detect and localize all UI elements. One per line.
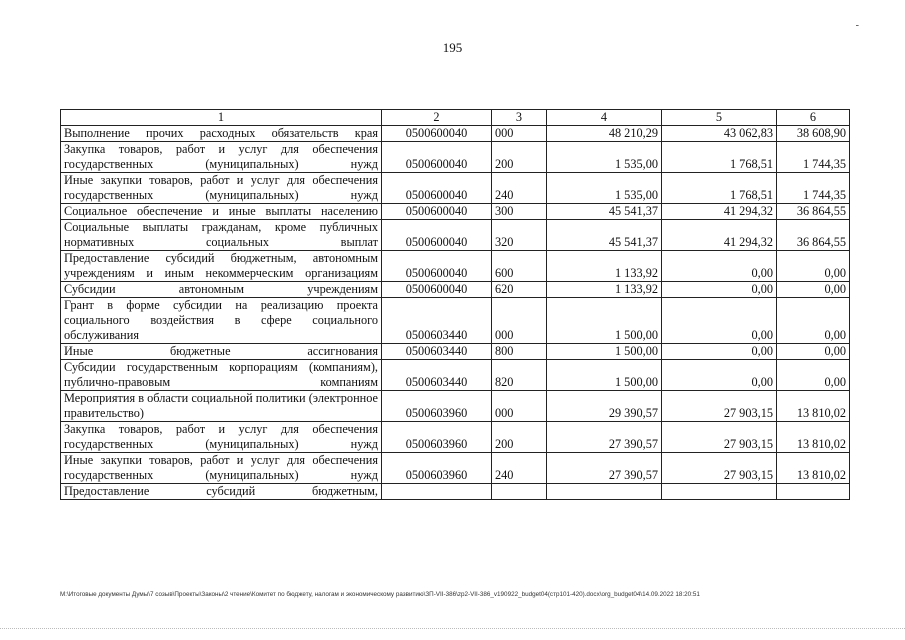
table-row bbox=[61, 298, 850, 344]
column-header: 1 bbox=[61, 110, 382, 126]
row-kind: 800 bbox=[492, 344, 547, 360]
row-kind: 620 bbox=[492, 282, 547, 298]
table-row bbox=[61, 126, 850, 142]
row-name: Иные бюджетные ассигнования bbox=[61, 344, 382, 360]
table-row bbox=[61, 360, 850, 391]
row-name: Социальные выплаты гражданам, кроме публичных нормативных социальных выплат bbox=[61, 220, 382, 251]
row-value-6: 0,00 bbox=[777, 282, 850, 298]
row-kind: 240 bbox=[492, 453, 547, 484]
row-kind: 000 bbox=[492, 391, 547, 422]
row-value-6: 1 744,35 bbox=[777, 173, 850, 204]
row-value-6: 38 608,90 bbox=[777, 126, 850, 142]
column-header: 2 bbox=[382, 110, 492, 126]
row-code: 0500600040 bbox=[382, 142, 492, 173]
row-kind: 000 bbox=[492, 126, 547, 142]
table-row bbox=[61, 422, 850, 453]
row-value-5: 0,00 bbox=[662, 360, 777, 391]
row-value-6 bbox=[777, 484, 850, 500]
row-name: Выполнение прочих расходных обязательств края bbox=[61, 126, 382, 142]
row-name: Социальное обеспечение и иные выплаты населению bbox=[61, 204, 382, 220]
row-value-4: 27 390,57 bbox=[547, 422, 662, 453]
row-value-6: 13 810,02 bbox=[777, 453, 850, 484]
row-kind: 240 bbox=[492, 173, 547, 204]
row-value-5: 0,00 bbox=[662, 298, 777, 344]
row-value-5: 27 903,15 bbox=[662, 391, 777, 422]
row-code: 0500600040 bbox=[382, 126, 492, 142]
table-row bbox=[61, 391, 850, 422]
table-row bbox=[61, 220, 850, 251]
row-code: 0500603960 bbox=[382, 422, 492, 453]
row-code: 0500600040 bbox=[382, 251, 492, 282]
row-value-4: 45 541,37 bbox=[547, 220, 662, 251]
row-value-5: 1 768,51 bbox=[662, 173, 777, 204]
row-value-5: 0,00 bbox=[662, 282, 777, 298]
row-value-6: 0,00 bbox=[777, 298, 850, 344]
row-value-5 bbox=[662, 484, 777, 500]
row-value-4: 45 541,37 bbox=[547, 204, 662, 220]
table-row bbox=[61, 204, 850, 220]
row-kind: 600 bbox=[492, 251, 547, 282]
column-header: 3 bbox=[492, 110, 547, 126]
corner-mark: - bbox=[855, 20, 859, 31]
row-code: 0500600040 bbox=[382, 282, 492, 298]
row-code: 0500603440 bbox=[382, 344, 492, 360]
row-value-4: 27 390,57 bbox=[547, 453, 662, 484]
row-value-6: 13 810,02 bbox=[777, 391, 850, 422]
row-name: Субсидии государственным корпорациям (компаниям), публично-правовым компаниям bbox=[61, 360, 382, 391]
row-kind: 200 bbox=[492, 422, 547, 453]
row-code: 0500603960 bbox=[382, 453, 492, 484]
row-name: Предоставление субсидий бюджетным, автономным учреждениям и иным некоммерческим организациям bbox=[61, 251, 382, 282]
row-value-4: 1 535,00 bbox=[547, 173, 662, 204]
row-value-5: 0,00 bbox=[662, 344, 777, 360]
row-kind: 820 bbox=[492, 360, 547, 391]
table-row bbox=[61, 173, 850, 204]
table-row bbox=[61, 453, 850, 484]
row-value-4: 1 133,92 bbox=[547, 251, 662, 282]
row-code: 0500603440 bbox=[382, 298, 492, 344]
row-name: Мероприятия в области социальной политики (электронное правительство) bbox=[61, 391, 382, 422]
row-value-6: 0,00 bbox=[777, 251, 850, 282]
table-row bbox=[61, 251, 850, 282]
table-row bbox=[61, 142, 850, 173]
row-value-5: 41 294,32 bbox=[662, 220, 777, 251]
column-header: 6 bbox=[777, 110, 850, 126]
row-name: Предоставление субсидий бюджетным, bbox=[61, 484, 382, 500]
row-code: 0500600040 bbox=[382, 204, 492, 220]
row-name: Закупка товаров, работ и услуг для обеспечения государственных (муниципальных) нужд bbox=[61, 142, 382, 173]
row-kind: 200 bbox=[492, 142, 547, 173]
row-name: Субсидии автономным учреждениям bbox=[61, 282, 382, 298]
row-value-6: 0,00 bbox=[777, 360, 850, 391]
table-row bbox=[61, 282, 850, 298]
row-name: Грант в форме субсидии на реализацию проекта социального воздействия в сфере социального обслуживания bbox=[61, 298, 382, 344]
row-value-4: 1 500,00 bbox=[547, 344, 662, 360]
row-value-5: 27 903,15 bbox=[662, 422, 777, 453]
row-value-4: 1 535,00 bbox=[547, 142, 662, 173]
row-value-6: 0,00 bbox=[777, 344, 850, 360]
row-name: Иные закупки товаров, работ и услуг для обеспечения государственных (муниципальных) нужд bbox=[61, 453, 382, 484]
row-value-4: 29 390,57 bbox=[547, 391, 662, 422]
row-value-6: 13 810,02 bbox=[777, 422, 850, 453]
row-code: 0500603440 bbox=[382, 360, 492, 391]
row-value-4 bbox=[547, 484, 662, 500]
header-row bbox=[61, 110, 850, 126]
row-value-5: 27 903,15 bbox=[662, 453, 777, 484]
row-value-6: 36 864,55 bbox=[777, 204, 850, 220]
row-value-6: 1 744,35 bbox=[777, 142, 850, 173]
row-value-5: 43 062,83 bbox=[662, 126, 777, 142]
row-name: Закупка товаров, работ и услуг для обеспечения государственных (муниципальных) нужд bbox=[61, 422, 382, 453]
row-code: 0500600040 bbox=[382, 220, 492, 251]
row-code bbox=[382, 484, 492, 500]
page-number: 195 bbox=[442, 40, 463, 55]
row-value-5: 41 294,32 bbox=[662, 204, 777, 220]
table-row bbox=[61, 484, 850, 500]
file-path-footer: M:\Итоговые документы Думы\7 созыв\Проекты\Законы\2 чтение\Комитет по бюджету, налогам и экономическому развитию\ЗП-VII-386\zp2-VII-386_v190922_budget04(стр101-420).docx\org_budget04\14.09.2022 18:20:51 bbox=[60, 591, 700, 598]
row-value-4: 1 500,00 bbox=[547, 298, 662, 344]
row-kind bbox=[492, 484, 547, 500]
row-code: 0500600040 bbox=[382, 173, 492, 204]
row-value-6: 36 864,55 bbox=[777, 220, 850, 251]
bottom-divider bbox=[0, 628, 905, 629]
column-header: 4 bbox=[547, 110, 662, 126]
row-value-4: 1 133,92 bbox=[547, 282, 662, 298]
row-kind: 320 bbox=[492, 220, 547, 251]
row-kind: 300 bbox=[492, 204, 547, 220]
table-row bbox=[61, 344, 850, 360]
budget-table bbox=[60, 109, 850, 500]
row-value-5: 0,00 bbox=[662, 251, 777, 282]
row-value-4: 48 210,29 bbox=[547, 126, 662, 142]
row-value-4: 1 500,00 bbox=[547, 360, 662, 391]
row-code: 0500603960 bbox=[382, 391, 492, 422]
row-value-5: 1 768,51 bbox=[662, 142, 777, 173]
row-name: Иные закупки товаров, работ и услуг для обеспечения государственных (муниципальных) нужд bbox=[61, 173, 382, 204]
row-kind: 000 bbox=[492, 298, 547, 344]
column-header: 5 bbox=[662, 110, 777, 126]
